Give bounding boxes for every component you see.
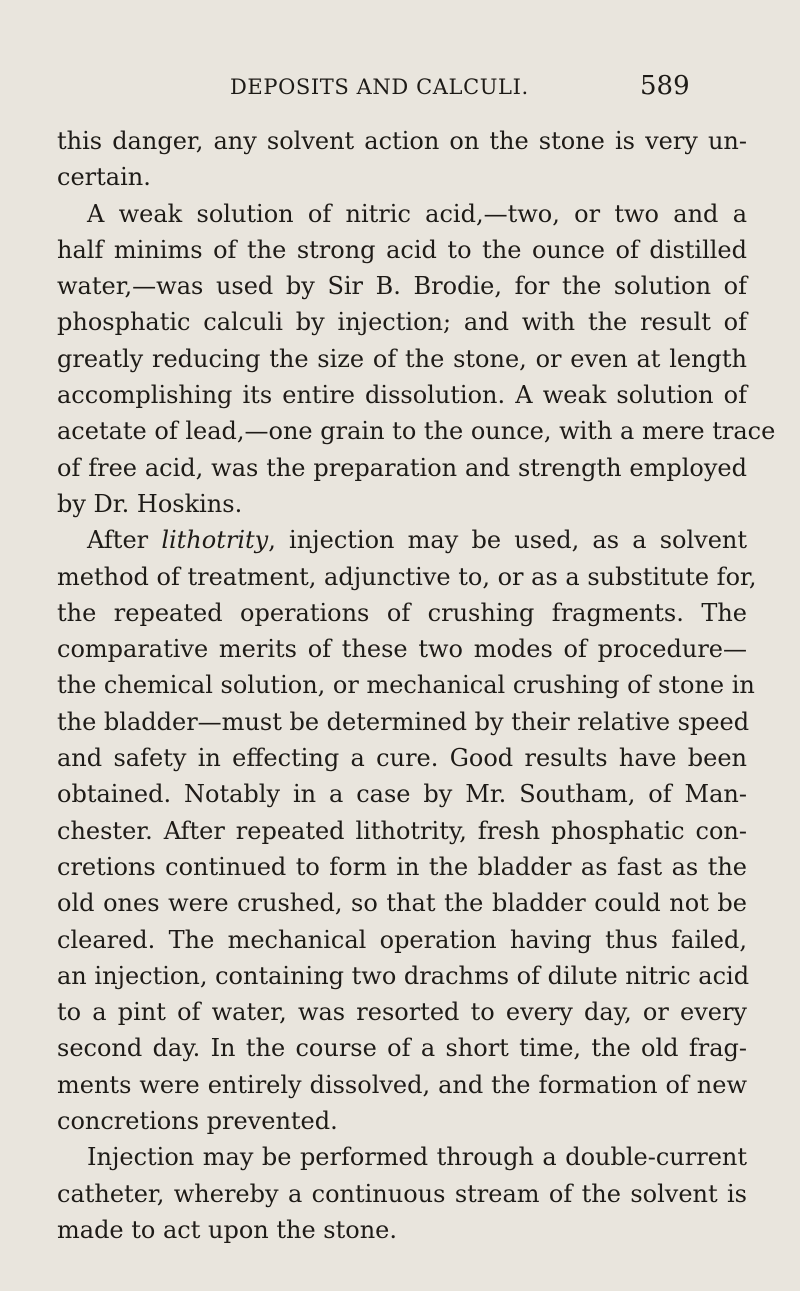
running-head [0, 71, 800, 111]
text-line: method of treatment, adjunctive to, or as a substitute for, [57, 562, 757, 591]
text-line: certain. [57, 163, 151, 192]
page-number: 589 [640, 71, 690, 101]
text-line: cleared. The mechanical operation having thus failed, [57, 925, 747, 954]
text-line: accomplishing its entire dissolution. A weak solution of [57, 381, 747, 410]
text-line: concretions prevented. [57, 1107, 338, 1136]
text-line: comparative merits of these two modes of procedure— [57, 635, 747, 664]
text-line: an injection, containing two drachms of dilute nitric acid [57, 961, 750, 990]
text-line: Injection may be performed through a double-current [87, 1143, 747, 1172]
text-line: cretions continued to form in the bladder as fast as the [57, 852, 747, 881]
text-line: made to act upon the stone. [57, 1215, 397, 1244]
text-line: this danger, any solvent action on the stone is very un- [57, 127, 747, 155]
text-line: to a pint of water, was resorted to every day, or every [57, 998, 747, 1027]
text-line: A weak solution of nitric acid,—two, or two and a [87, 199, 747, 228]
text-line: and safety in effecting a cure. Good results have been [57, 744, 747, 773]
text-line: catheter, whereby a continuous stream of the solvent is [57, 1179, 747, 1208]
text-line: the bladder—must be determined by their relative speed [57, 707, 750, 736]
text-line: greatly reducing the size of the stone, or even at length [57, 344, 747, 373]
text-line: old ones were crushed, so that the bladder could not be [57, 889, 747, 918]
text-line: obtained. Notably in a case by Mr. Southam, of Man- [57, 780, 747, 809]
text-line: second day. In the course of a short time, the old frag- [57, 1034, 747, 1063]
text-line: chester. After repeated lithotrity, fresh phosphatic con- [57, 816, 747, 845]
text-line: the chemical solution, or mechanical crushing of stone in [57, 671, 755, 700]
text-line: of free acid, was the preparation and strength employed [57, 453, 747, 482]
text-line: by Dr. Hoskins. [57, 489, 243, 518]
text-line: ments were entirely dissolved, and the formation of new [57, 1070, 747, 1099]
text-line: half minims of the strong acid to the ounce of distilled [57, 235, 747, 264]
text-line: water,—was used by Sir B. Brodie, for the solution of [57, 272, 747, 301]
text-line: phosphatic calculi by injection; and with the result of [57, 308, 747, 337]
text-line: acetate of lead,—one grain to the ounce, with a mere trace [57, 417, 776, 446]
text-line: the repeated operations of crushing fragments. The [57, 598, 747, 627]
text-line: After lithotrity, injection may be used, as a solvent [87, 526, 748, 555]
italic-term: lithotrity [161, 526, 269, 555]
page-title: DEPOSITS AND CALCULI. [230, 75, 529, 99]
body-text [57, 123, 776, 1248]
